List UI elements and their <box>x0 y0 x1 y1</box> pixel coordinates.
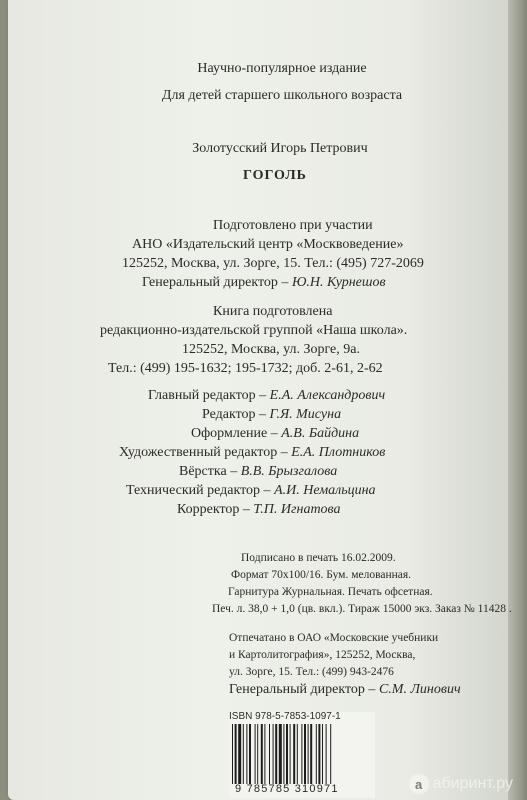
page-edge <box>508 0 527 800</box>
barcode-digits: 9 785785 310971 <box>235 783 339 795</box>
staff-name: В.В. Брызгалова <box>240 464 338 479</box>
staff-name: Г.Я. Мисуна <box>269 407 342 422</box>
staff-name: А.В. Байдина <box>281 426 360 441</box>
staff-row <box>177 502 341 518</box>
barcode-block <box>229 712 375 798</box>
prepared-by-line3: 125252, Москва, ул. Зорге, 9а. <box>182 342 360 357</box>
prepared-with-director <box>142 275 386 291</box>
staff-role: Оформление – <box>191 426 278 441</box>
director-prefix: Генеральный директор – <box>142 275 289 290</box>
printer-director-name: С.М. Линович <box>378 682 461 697</box>
prepared-by-line4: Тел.: (499) 195-1632; 195-1732; доб. 2-61, 2-62 <box>108 361 383 376</box>
staff-name: Е.А. Александрович <box>269 388 386 403</box>
staff-role: Редактор – <box>202 407 267 422</box>
staff-row <box>126 483 376 499</box>
printer-line2: и Картолитография», 125252, Москва, <box>229 649 416 661</box>
watermark <box>409 772 513 796</box>
author: Золотусский Игорь Петрович <box>192 141 368 156</box>
isbn-text: ISBN 978-5-7853-1097-1 <box>229 711 341 722</box>
printer-line3: ул. Зорге, 15. Тел.: (499) 943-2476 <box>229 666 394 678</box>
printer-director-prefix: Генеральный директор – <box>229 682 376 697</box>
imprint-line1: Подписано в печать 16.02.2009. <box>241 552 396 564</box>
prepared-with-line1: Подготовлено при участии <box>213 218 373 233</box>
printer-director <box>229 682 461 698</box>
imprint-line2: Формат 70x100/16. Бум. мелованная. <box>231 569 412 581</box>
imprint-line3: Гарнитура Журнальная. Печать офсетная. <box>228 586 433 598</box>
prepared-with-line3: 125252, Москва, ул. Зорге, 15. Тел.: (495) 727-2069 <box>122 256 424 271</box>
prepared-by-line2: редакционно-издательской группой «Наша школа». <box>100 323 408 338</box>
labirint-logo-icon: a <box>409 774 429 794</box>
director-name: Ю.Н. Курнешов <box>291 275 386 290</box>
barcode-bars <box>229 724 375 784</box>
staff-role: Корректор – <box>177 502 250 517</box>
staff-role: Главный редактор – <box>148 388 267 403</box>
staff-row <box>119 445 385 461</box>
book-title: ГОГОЛЬ <box>243 168 307 183</box>
watermark-text: абиринт.ру <box>432 775 513 792</box>
prepared-by-line1: Книга подготовлена <box>213 304 333 319</box>
staff-row <box>148 388 385 404</box>
staff-role: Технический редактор – <box>126 483 271 498</box>
staff-row <box>202 407 341 423</box>
staff-role: Художественный редактор – <box>119 445 288 460</box>
printer-line1: Отпечатано в ОАО «Московские учебники <box>229 632 439 644</box>
edition-type: Научно-популярное издание <box>197 61 367 76</box>
staff-name: А.И. Немальцина <box>274 483 376 498</box>
audience: Для детей старшего школьного возраста <box>161 88 403 103</box>
staff-role: Вёрстка – <box>179 464 238 479</box>
staff-row <box>179 464 337 480</box>
staff-name: Е.А. Плотников <box>291 445 386 460</box>
imprint-line4: Печ. л. 38,0 + 1,0 (цв. вкл.). Тираж 15000 экз. Заказ № 11428 . <box>212 603 512 615</box>
staff-row <box>191 426 359 442</box>
staff-name: Т.П. Игнатова <box>253 502 341 517</box>
prepared-with-line2: АНО «Издательский центр «Москвоведение» <box>132 237 404 252</box>
